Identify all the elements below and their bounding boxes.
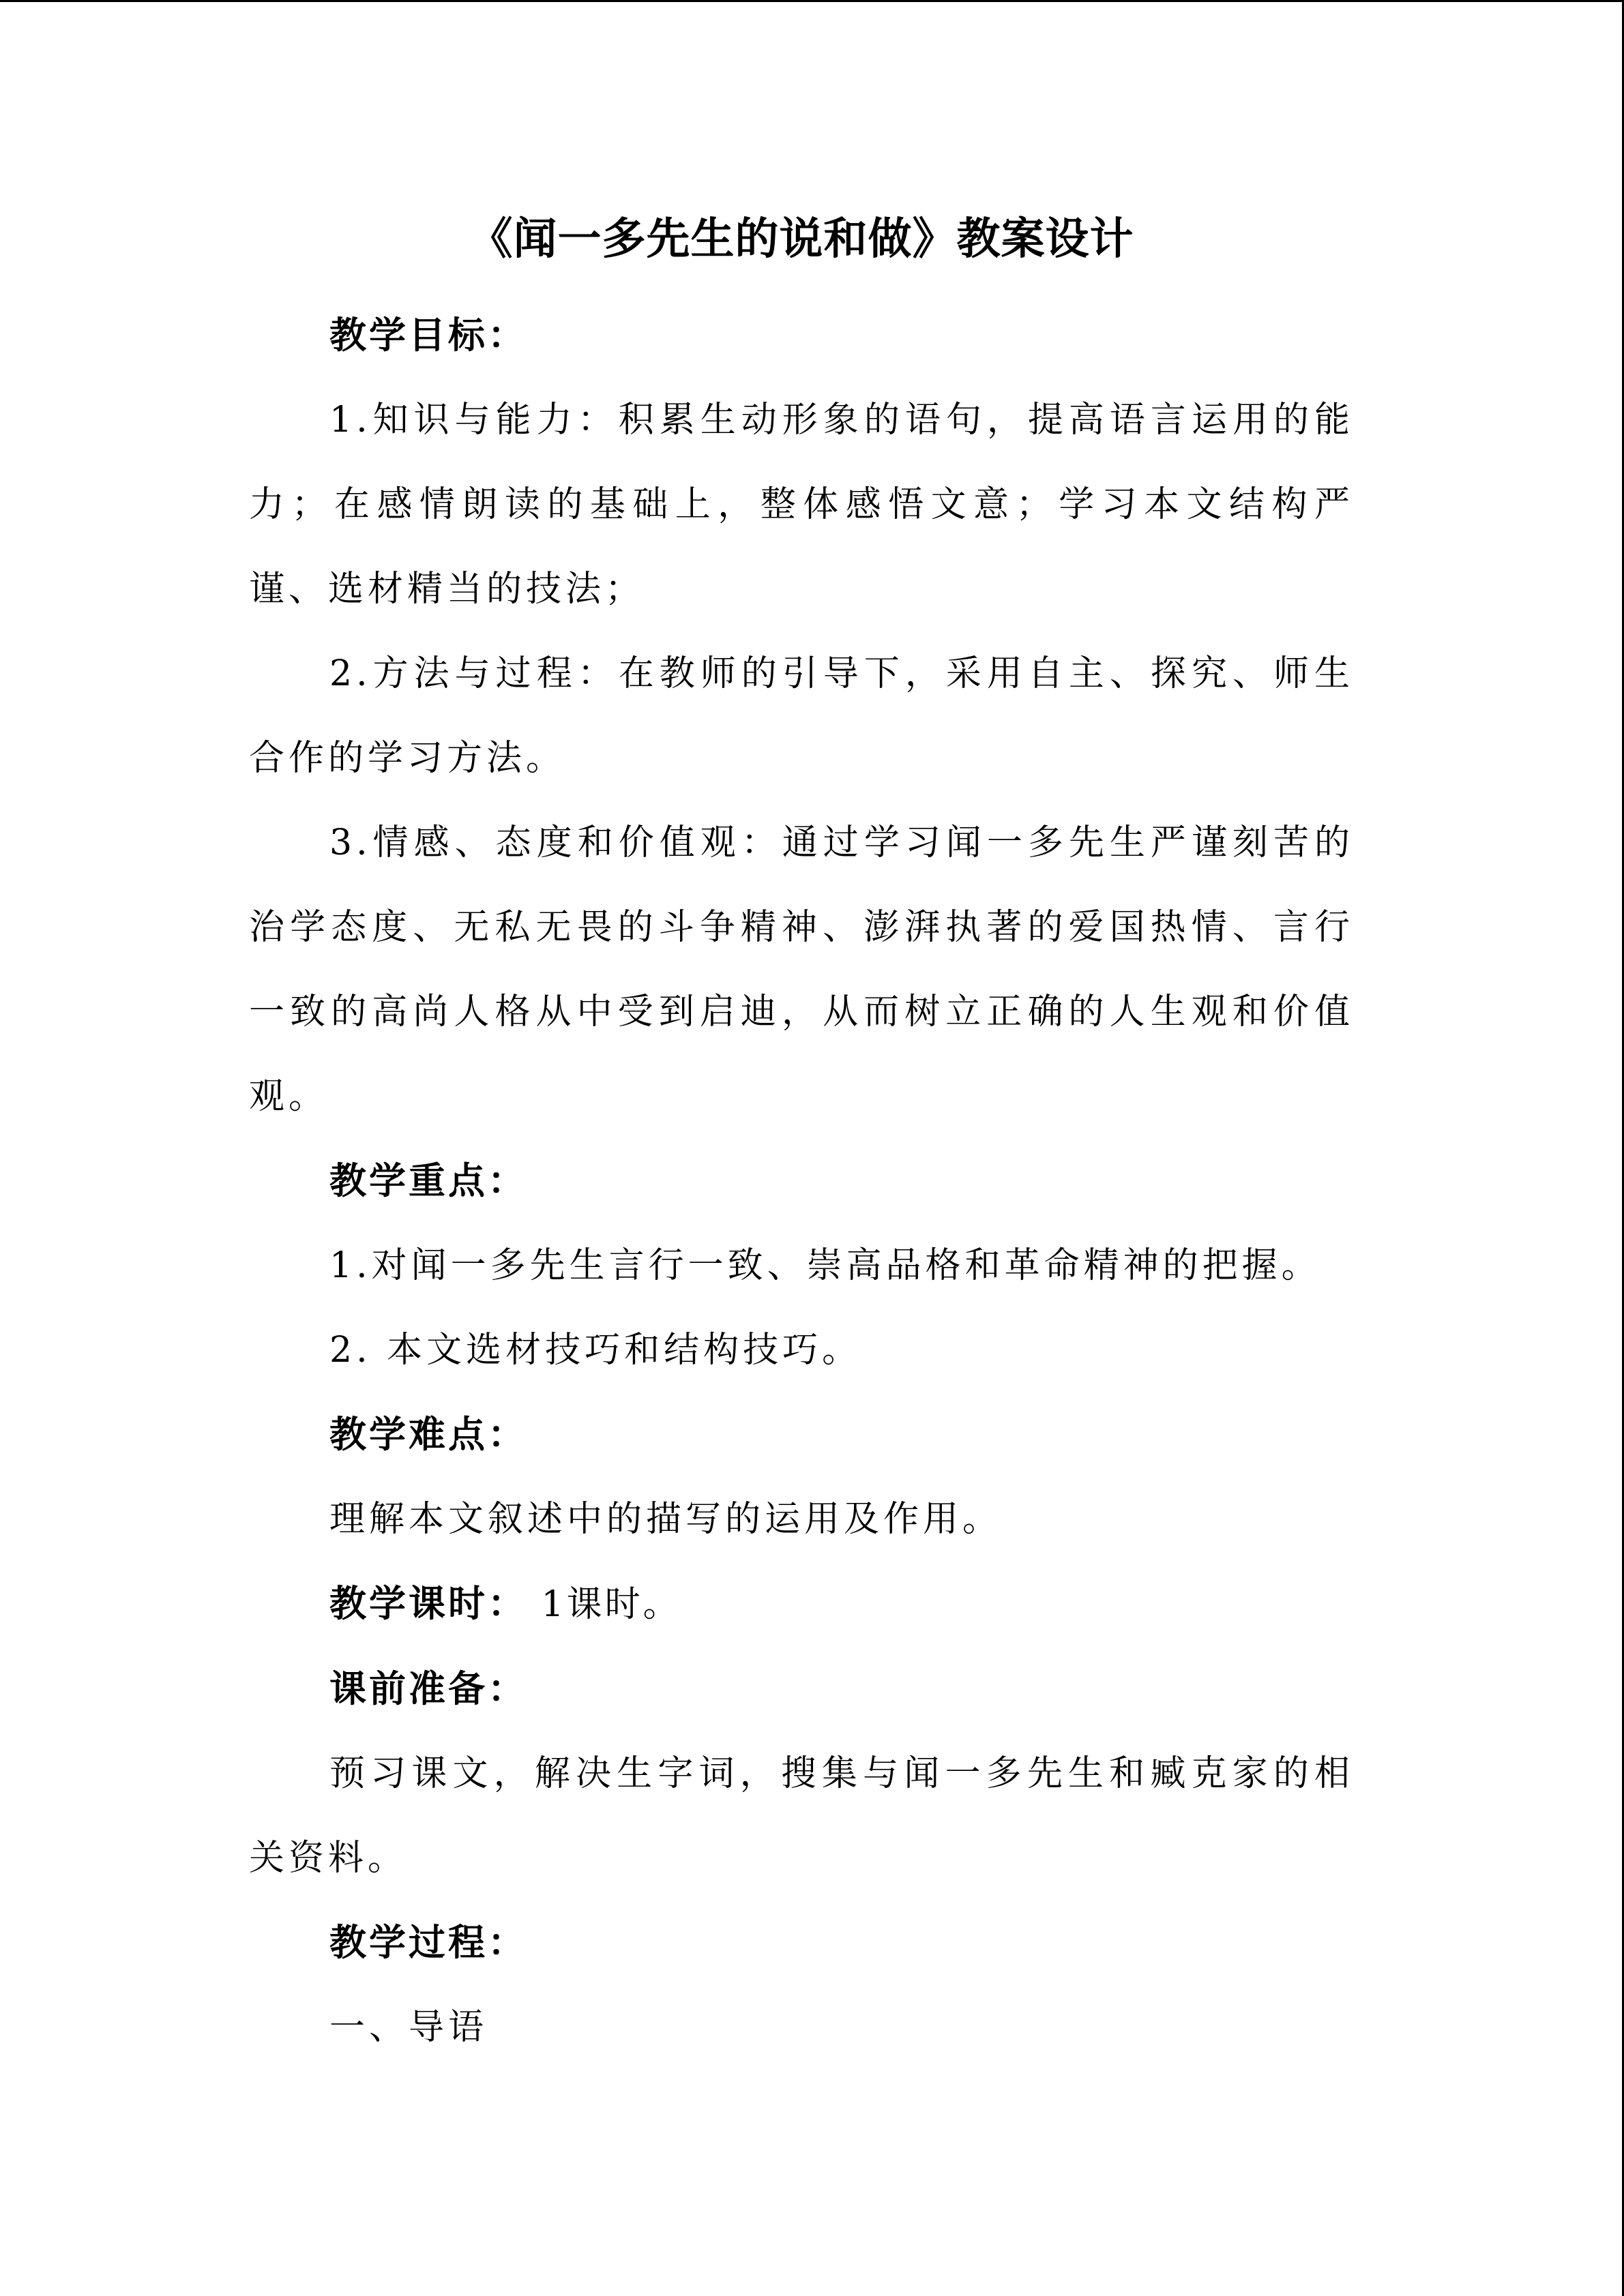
objective-2: 2.方法与过程：在教师的引导下，采用自主、探究、师生合作的学习方法。 — [249, 653, 1354, 779]
prep-heading: 课前准备： — [329, 1667, 527, 1711]
periods-value: 1课时。 — [527, 1584, 681, 1626]
document-body — [249, 205, 1354, 2070]
process-step-1: 一、导语 — [329, 2007, 488, 2048]
page-border-top — [0, 0, 1624, 2]
difficulty-heading: 教学难点： — [329, 1413, 527, 1457]
objectives-heading: 教学目标： — [329, 314, 527, 357]
key-points-heading: 教学重点： — [329, 1159, 527, 1203]
objective-1: 1.知识与能力：积累生动形象的语句，提高语言运用的能力；在感情朗读的基础上，整体感悟文意；学习本文结构严谨、选材精当的技法； — [249, 400, 1354, 610]
difficulty-1: 理解本文叙述中的描写的运用及作用。 — [329, 1499, 1003, 1540]
key-point-2: 2. 本文选材技巧和结构技巧。 — [329, 1330, 862, 1371]
process-heading: 教学过程： — [329, 1921, 527, 1965]
objective-3: 3.情感、态度和价值观：通过学习闻一多先生严谨刻苦的治学态度、无私无畏的斗争精神、澎湃执著的爱国热情、言行一致的高尚人格从中受到启迪，从而树立正确的人生观和价值观。 — [249, 822, 1354, 1118]
periods-heading: 教学课时： — [329, 1582, 527, 1626]
periods-line — [249, 1562, 1354, 1647]
key-point-1: 1.对闻一多先生言行一致、崇高品格和革命精神的把握。 — [329, 1245, 1321, 1287]
document-title: 《闻一多先生的说和做》教案设计 — [469, 214, 1134, 265]
prep-1: 预习课文，解决生字词，搜集与闻一多先生和臧克家的相关资料。 — [249, 1753, 1354, 1879]
